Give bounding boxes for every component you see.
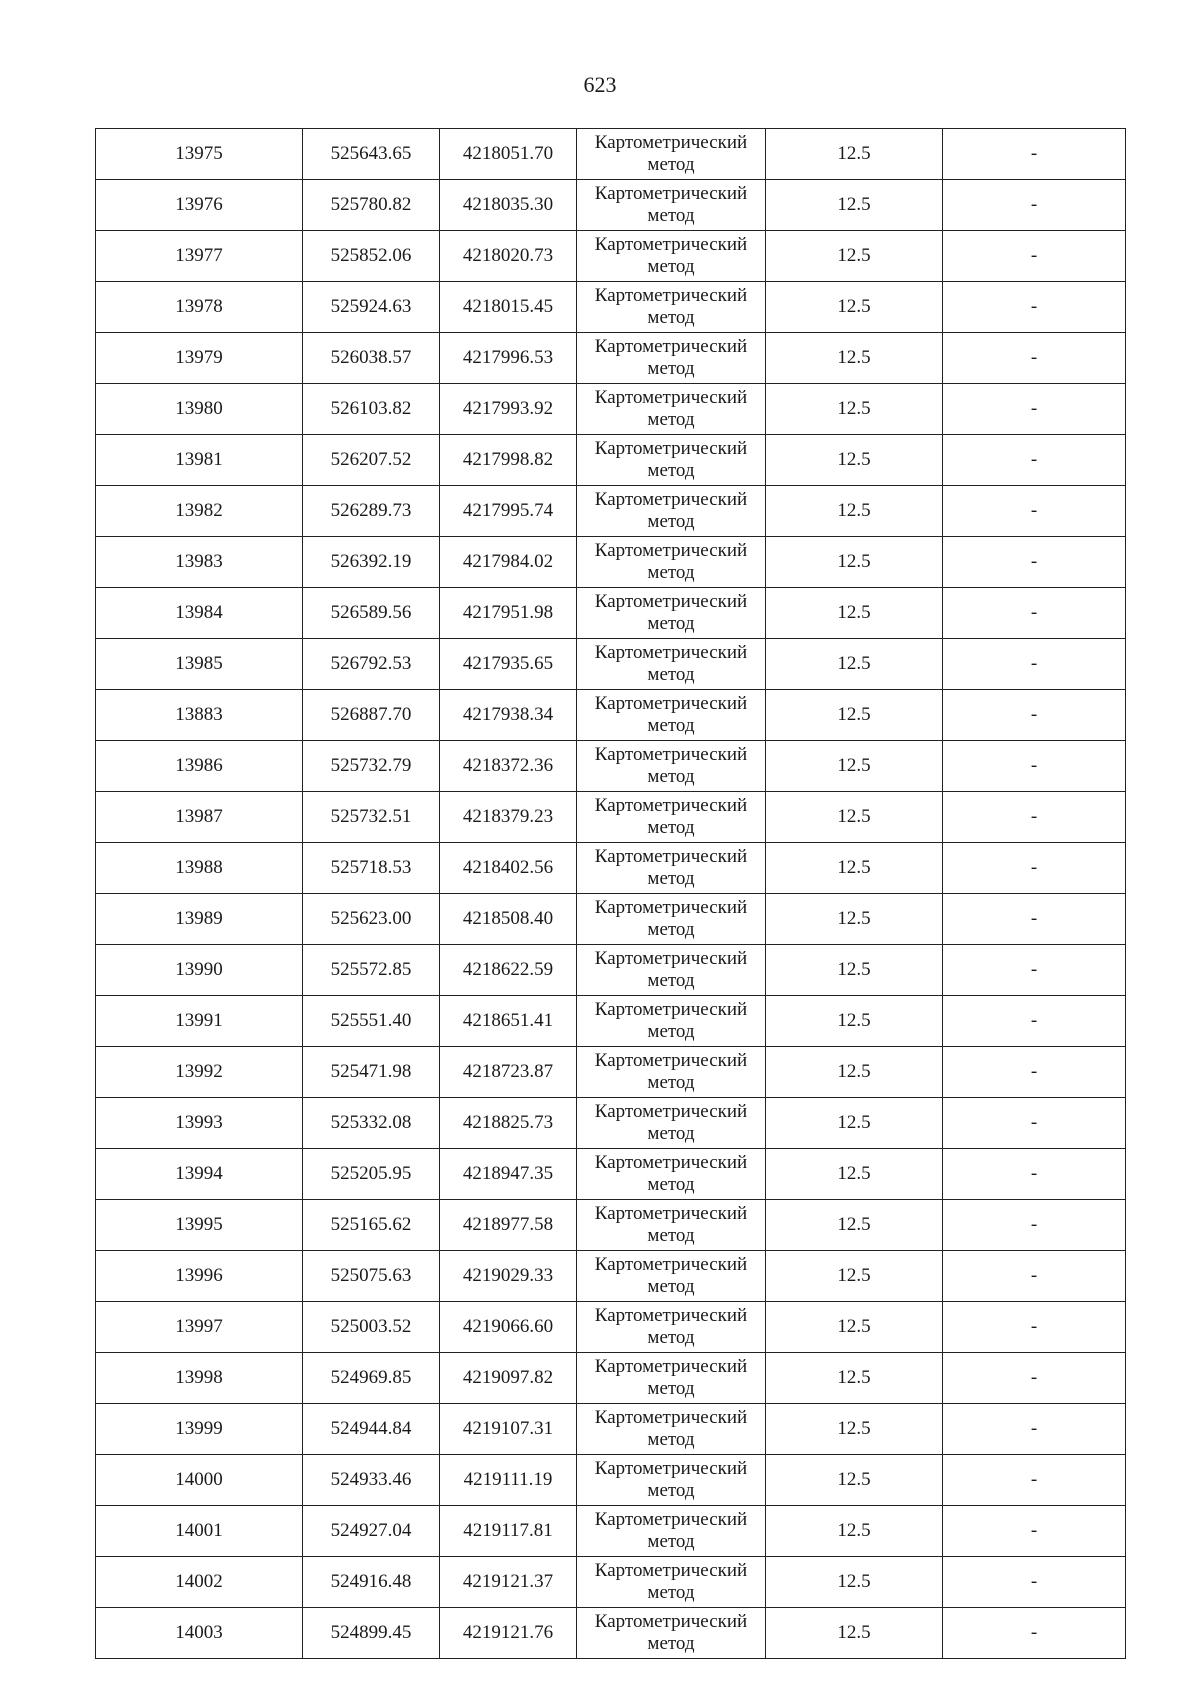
method-line-1: Картометрический — [594, 1203, 748, 1224]
note-cell: - — [943, 1251, 1126, 1302]
method-line-1: Картометрический — [594, 846, 748, 867]
method-line-2: метод — [647, 1633, 695, 1654]
x-coordinate-cell: 526792.53 — [303, 639, 440, 690]
method-cell — [577, 1251, 766, 1302]
method-cell — [577, 843, 766, 894]
table-row — [96, 1251, 1126, 1302]
x-coordinate-cell: 525732.79 — [303, 741, 440, 792]
precision-cell: 12.5 — [766, 894, 943, 945]
method-line-1: Картометрический — [594, 234, 748, 255]
y-coordinate-cell: 4218035.30 — [440, 180, 577, 231]
page-number: 623 — [583, 72, 617, 97]
precision-cell: 12.5 — [766, 282, 943, 333]
precision-cell: 12.5 — [766, 741, 943, 792]
method-line-1: Картометрический — [594, 285, 748, 306]
point-id-cell: 13995 — [96, 1200, 303, 1251]
precision-cell: 12.5 — [766, 945, 943, 996]
point-id-cell: 13975 — [96, 129, 303, 180]
y-coordinate-cell: 4218651.41 — [440, 996, 577, 1047]
y-coordinate-cell: 4219111.19 — [440, 1455, 577, 1506]
point-id-cell: 13985 — [96, 639, 303, 690]
method-cell — [577, 180, 766, 231]
method-line-1: Картометрический — [594, 1101, 748, 1122]
method-cell — [577, 537, 766, 588]
method-cell — [577, 1404, 766, 1455]
method-cell — [577, 639, 766, 690]
method-line-2: метод — [647, 1582, 695, 1603]
point-id-cell: 13988 — [96, 843, 303, 894]
precision-cell: 12.5 — [766, 1251, 943, 1302]
method-line-1: Картометрический — [594, 642, 748, 663]
x-coordinate-cell: 524969.85 — [303, 1353, 440, 1404]
method-line-1: Картометрический — [594, 1611, 748, 1632]
x-coordinate-cell: 525924.63 — [303, 282, 440, 333]
point-id-cell: 13978 — [96, 282, 303, 333]
point-id-cell: 13883 — [96, 690, 303, 741]
method-line-1: Картометрический — [594, 744, 748, 765]
precision-cell: 12.5 — [766, 1404, 943, 1455]
table-row — [96, 384, 1126, 435]
method-line-1: Картометрический — [594, 999, 748, 1020]
precision-cell: 12.5 — [766, 1608, 943, 1659]
method-cell — [577, 588, 766, 639]
point-id-cell: 13997 — [96, 1302, 303, 1353]
method-line-2: метод — [647, 1123, 695, 1144]
note-cell: - — [943, 1455, 1126, 1506]
method-cell — [577, 996, 766, 1047]
table-row — [96, 486, 1126, 537]
method-cell — [577, 1557, 766, 1608]
point-id-cell: 13992 — [96, 1047, 303, 1098]
y-coordinate-cell: 4218051.70 — [440, 129, 577, 180]
y-coordinate-cell: 4218723.87 — [440, 1047, 577, 1098]
method-line-2: метод — [647, 154, 695, 175]
note-cell: - — [943, 588, 1126, 639]
method-cell — [577, 129, 766, 180]
y-coordinate-cell: 4217998.82 — [440, 435, 577, 486]
x-coordinate-cell: 526038.57 — [303, 333, 440, 384]
method-line-2: метод — [647, 1429, 695, 1450]
method-cell — [577, 1455, 766, 1506]
y-coordinate-cell: 4217984.02 — [440, 537, 577, 588]
x-coordinate-cell: 524944.84 — [303, 1404, 440, 1455]
table-row — [96, 282, 1126, 333]
table-row — [96, 231, 1126, 282]
x-coordinate-cell: 524899.45 — [303, 1608, 440, 1659]
method-line-1: Картометрический — [594, 336, 748, 357]
y-coordinate-cell: 4217995.74 — [440, 486, 577, 537]
method-line-2: метод — [647, 664, 695, 685]
method-line-1: Картометрический — [594, 1050, 748, 1071]
table-row — [96, 690, 1126, 741]
point-id-cell: 13979 — [96, 333, 303, 384]
y-coordinate-cell: 4217938.34 — [440, 690, 577, 741]
x-coordinate-cell: 526289.73 — [303, 486, 440, 537]
x-coordinate-cell: 526887.70 — [303, 690, 440, 741]
precision-cell: 12.5 — [766, 996, 943, 1047]
note-cell: - — [943, 690, 1126, 741]
method-cell — [577, 384, 766, 435]
precision-cell: 12.5 — [766, 843, 943, 894]
precision-cell: 12.5 — [766, 588, 943, 639]
method-line-2: метод — [647, 1021, 695, 1042]
table-row — [96, 894, 1126, 945]
table-row — [96, 996, 1126, 1047]
method-line-1: Картометрический — [594, 1509, 748, 1530]
method-line-1: Картометрический — [594, 1356, 748, 1377]
y-coordinate-cell: 4219066.60 — [440, 1302, 577, 1353]
x-coordinate-cell: 526207.52 — [303, 435, 440, 486]
x-coordinate-cell: 525332.08 — [303, 1098, 440, 1149]
y-coordinate-cell: 4219121.37 — [440, 1557, 577, 1608]
note-cell: - — [943, 1404, 1126, 1455]
point-id-cell: 13976 — [96, 180, 303, 231]
method-line-2: метод — [647, 766, 695, 787]
precision-cell: 12.5 — [766, 231, 943, 282]
table-row — [96, 639, 1126, 690]
coordinates-table — [95, 128, 1126, 1659]
method-line-1: Картометрический — [594, 591, 748, 612]
method-line-2: метод — [647, 817, 695, 838]
y-coordinate-cell: 4218825.73 — [440, 1098, 577, 1149]
point-id-cell: 13981 — [96, 435, 303, 486]
y-coordinate-cell: 4218622.59 — [440, 945, 577, 996]
note-cell: - — [943, 537, 1126, 588]
y-coordinate-cell: 4219107.31 — [440, 1404, 577, 1455]
point-id-cell: 13991 — [96, 996, 303, 1047]
method-cell — [577, 1047, 766, 1098]
precision-cell: 12.5 — [766, 180, 943, 231]
precision-cell: 12.5 — [766, 1098, 943, 1149]
precision-cell: 12.5 — [766, 1557, 943, 1608]
method-line-2: метод — [647, 970, 695, 991]
x-coordinate-cell: 525003.52 — [303, 1302, 440, 1353]
point-id-cell: 13984 — [96, 588, 303, 639]
table-row — [96, 1200, 1126, 1251]
table-row — [96, 180, 1126, 231]
method-cell — [577, 282, 766, 333]
x-coordinate-cell: 524927.04 — [303, 1506, 440, 1557]
y-coordinate-cell: 4219029.33 — [440, 1251, 577, 1302]
precision-cell: 12.5 — [766, 639, 943, 690]
y-coordinate-cell: 4217996.53 — [440, 333, 577, 384]
table-row — [96, 1608, 1126, 1659]
method-cell — [577, 333, 766, 384]
method-line-1: Картометрический — [594, 183, 748, 204]
method-cell — [577, 435, 766, 486]
point-id-cell: 13993 — [96, 1098, 303, 1149]
method-cell — [577, 1506, 766, 1557]
point-id-cell: 13990 — [96, 945, 303, 996]
method-line-2: метод — [647, 256, 695, 277]
table-row — [96, 1047, 1126, 1098]
note-cell: - — [943, 384, 1126, 435]
y-coordinate-cell: 4218977.58 — [440, 1200, 577, 1251]
table-row — [96, 435, 1126, 486]
x-coordinate-cell: 525643.65 — [303, 129, 440, 180]
point-id-cell: 14000 — [96, 1455, 303, 1506]
table-row — [96, 1149, 1126, 1200]
note-cell: - — [943, 231, 1126, 282]
x-coordinate-cell: 526103.82 — [303, 384, 440, 435]
y-coordinate-cell: 4217935.65 — [440, 639, 577, 690]
point-id-cell: 13996 — [96, 1251, 303, 1302]
method-line-2: метод — [647, 1225, 695, 1246]
precision-cell: 12.5 — [766, 384, 943, 435]
note-cell: - — [943, 1353, 1126, 1404]
method-line-2: метод — [647, 511, 695, 532]
precision-cell: 12.5 — [766, 129, 943, 180]
x-coordinate-cell: 525165.62 — [303, 1200, 440, 1251]
y-coordinate-cell: 4218947.35 — [440, 1149, 577, 1200]
method-line-2: метод — [647, 1072, 695, 1093]
x-coordinate-cell: 524933.46 — [303, 1455, 440, 1506]
method-line-1: Картометрический — [594, 897, 748, 918]
note-cell: - — [943, 180, 1126, 231]
note-cell: - — [943, 1047, 1126, 1098]
note-cell: - — [943, 945, 1126, 996]
note-cell: - — [943, 333, 1126, 384]
method-cell — [577, 231, 766, 282]
method-line-2: метод — [647, 460, 695, 481]
method-line-1: Картометрический — [594, 1458, 748, 1479]
note-cell: - — [943, 639, 1126, 690]
method-cell — [577, 1302, 766, 1353]
method-line-2: метод — [647, 919, 695, 940]
point-id-cell: 13980 — [96, 384, 303, 435]
note-cell: - — [943, 843, 1126, 894]
note-cell: - — [943, 1557, 1126, 1608]
y-coordinate-cell: 4219121.76 — [440, 1608, 577, 1659]
method-cell — [577, 690, 766, 741]
precision-cell: 12.5 — [766, 1047, 943, 1098]
note-cell: - — [943, 1608, 1126, 1659]
precision-cell: 12.5 — [766, 690, 943, 741]
method-line-1: Картометрический — [594, 1254, 748, 1275]
method-cell — [577, 1200, 766, 1251]
point-id-cell: 14002 — [96, 1557, 303, 1608]
precision-cell: 12.5 — [766, 1506, 943, 1557]
precision-cell: 12.5 — [766, 1149, 943, 1200]
point-id-cell: 14003 — [96, 1608, 303, 1659]
table-row — [96, 129, 1126, 180]
method-line-1: Картометрический — [594, 693, 748, 714]
method-cell — [577, 1353, 766, 1404]
y-coordinate-cell: 4218379.23 — [440, 792, 577, 843]
point-id-cell: 13994 — [96, 1149, 303, 1200]
method-cell — [577, 486, 766, 537]
method-line-2: метод — [647, 409, 695, 430]
method-line-2: метод — [647, 613, 695, 634]
method-line-2: метод — [647, 715, 695, 736]
method-line-2: метод — [647, 1327, 695, 1348]
method-cell — [577, 792, 766, 843]
table-row — [96, 741, 1126, 792]
y-coordinate-cell: 4217993.92 — [440, 384, 577, 435]
y-coordinate-cell: 4218402.56 — [440, 843, 577, 894]
note-cell: - — [943, 996, 1126, 1047]
y-coordinate-cell: 4218015.45 — [440, 282, 577, 333]
point-id-cell: 14001 — [96, 1506, 303, 1557]
table-row — [96, 537, 1126, 588]
note-cell: - — [943, 435, 1126, 486]
point-id-cell: 13999 — [96, 1404, 303, 1455]
method-line-2: метод — [647, 868, 695, 889]
point-id-cell: 13982 — [96, 486, 303, 537]
note-cell: - — [943, 1200, 1126, 1251]
point-id-cell: 13987 — [96, 792, 303, 843]
table-row — [96, 945, 1126, 996]
method-line-1: Картометрический — [594, 132, 748, 153]
method-line-1: Картометрический — [594, 489, 748, 510]
method-line-2: метод — [647, 1276, 695, 1297]
x-coordinate-cell: 525572.85 — [303, 945, 440, 996]
method-line-1: Картометрический — [594, 387, 748, 408]
method-line-1: Картометрический — [594, 540, 748, 561]
table-row — [96, 792, 1126, 843]
x-coordinate-cell: 525075.63 — [303, 1251, 440, 1302]
table-row — [96, 1098, 1126, 1149]
precision-cell: 12.5 — [766, 792, 943, 843]
method-line-2: метод — [647, 1531, 695, 1552]
x-coordinate-cell: 525205.95 — [303, 1149, 440, 1200]
method-line-2: метод — [647, 307, 695, 328]
table-row — [96, 1404, 1126, 1455]
x-coordinate-cell: 525780.82 — [303, 180, 440, 231]
x-coordinate-cell: 525471.98 — [303, 1047, 440, 1098]
method-cell — [577, 894, 766, 945]
x-coordinate-cell: 525852.06 — [303, 231, 440, 282]
precision-cell: 12.5 — [766, 537, 943, 588]
precision-cell: 12.5 — [766, 486, 943, 537]
method-line-1: Картометрический — [594, 948, 748, 969]
table-row — [96, 588, 1126, 639]
method-line-2: метод — [647, 562, 695, 583]
method-line-2: метод — [647, 358, 695, 379]
x-coordinate-cell: 526392.19 — [303, 537, 440, 588]
note-cell: - — [943, 792, 1126, 843]
note-cell: - — [943, 1506, 1126, 1557]
x-coordinate-cell: 525718.53 — [303, 843, 440, 894]
precision-cell: 12.5 — [766, 1353, 943, 1404]
note-cell: - — [943, 1149, 1126, 1200]
note-cell: - — [943, 129, 1126, 180]
table-row — [96, 1302, 1126, 1353]
y-coordinate-cell: 4218020.73 — [440, 231, 577, 282]
precision-cell: 12.5 — [766, 333, 943, 384]
point-id-cell: 13998 — [96, 1353, 303, 1404]
table-row — [96, 1506, 1126, 1557]
method-line-2: метод — [647, 1378, 695, 1399]
method-line-1: Картометрический — [594, 1152, 748, 1173]
point-id-cell: 13977 — [96, 231, 303, 282]
precision-cell: 12.5 — [766, 1455, 943, 1506]
note-cell: - — [943, 282, 1126, 333]
note-cell: - — [943, 894, 1126, 945]
precision-cell: 12.5 — [766, 1200, 943, 1251]
y-coordinate-cell: 4218508.40 — [440, 894, 577, 945]
note-cell: - — [943, 1302, 1126, 1353]
method-line-2: метод — [647, 1480, 695, 1501]
method-line-2: метод — [647, 205, 695, 226]
x-coordinate-cell: 524916.48 — [303, 1557, 440, 1608]
method-line-1: Картометрический — [594, 795, 748, 816]
table-row — [96, 1557, 1126, 1608]
method-line-1: Картометрический — [594, 1560, 748, 1581]
table-row — [96, 1353, 1126, 1404]
x-coordinate-cell: 525623.00 — [303, 894, 440, 945]
point-id-cell: 13986 — [96, 741, 303, 792]
note-cell: - — [943, 486, 1126, 537]
y-coordinate-cell: 4219097.82 — [440, 1353, 577, 1404]
table-row — [96, 843, 1126, 894]
precision-cell: 12.5 — [766, 435, 943, 486]
x-coordinate-cell: 525732.51 — [303, 792, 440, 843]
method-line-1: Картометрический — [594, 1305, 748, 1326]
point-id-cell: 13989 — [96, 894, 303, 945]
precision-cell: 12.5 — [766, 1302, 943, 1353]
x-coordinate-cell: 526589.56 — [303, 588, 440, 639]
method-line-1: Картометрический — [594, 438, 748, 459]
y-coordinate-cell: 4218372.36 — [440, 741, 577, 792]
point-id-cell: 13983 — [96, 537, 303, 588]
table-row — [96, 1455, 1126, 1506]
method-cell — [577, 945, 766, 996]
note-cell: - — [943, 1098, 1126, 1149]
coordinates-table-body — [96, 129, 1126, 1659]
method-cell — [577, 1098, 766, 1149]
method-cell — [577, 741, 766, 792]
method-cell — [577, 1608, 766, 1659]
method-line-1: Картометрический — [594, 1407, 748, 1428]
method-line-2: метод — [647, 1174, 695, 1195]
y-coordinate-cell: 4217951.98 — [440, 588, 577, 639]
y-coordinate-cell: 4219117.81 — [440, 1506, 577, 1557]
x-coordinate-cell: 525551.40 — [303, 996, 440, 1047]
method-cell — [577, 1149, 766, 1200]
table-row — [96, 333, 1126, 384]
note-cell: - — [943, 741, 1126, 792]
